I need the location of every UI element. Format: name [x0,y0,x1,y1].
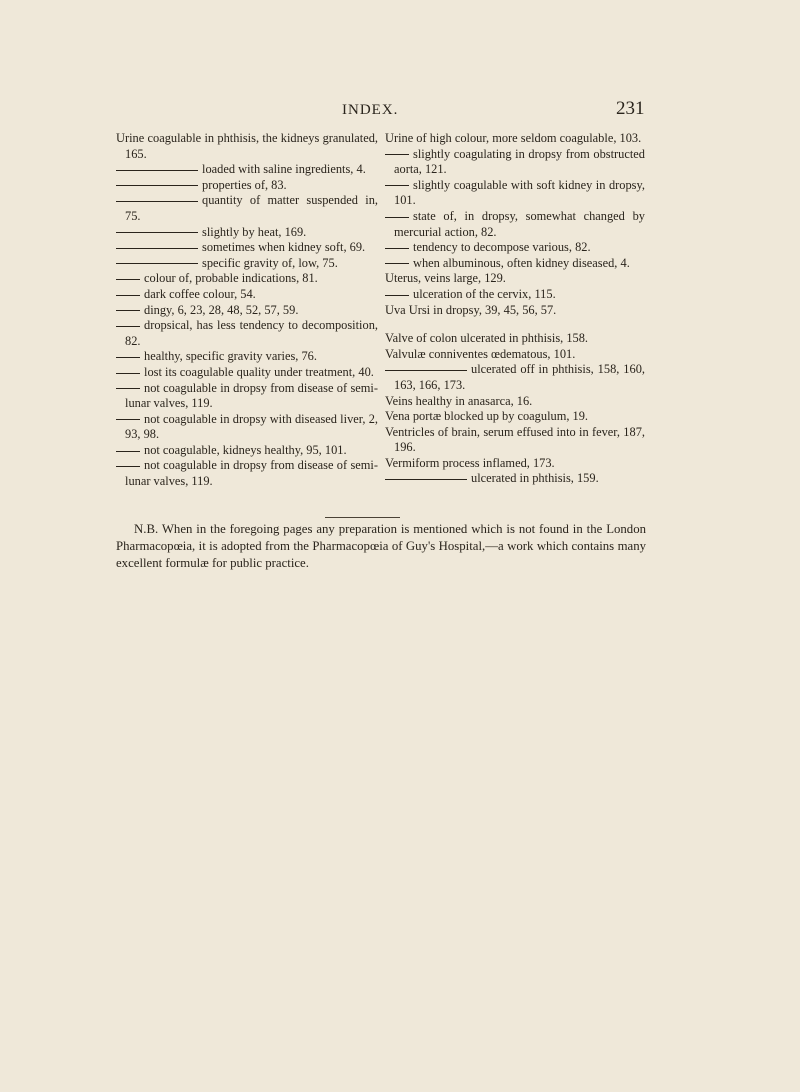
ditto-dash [385,185,409,186]
ditto-dash [116,310,140,311]
index-entry [116,381,378,412]
index-entry [116,131,378,162]
index-entry-text: dark coffee colour, 54. [144,286,256,301]
ditto-dash [116,201,198,202]
ditto-dash [385,154,409,155]
index-entry-text: Urine coagulable in phthisis, the kidneys granulated, 165. [116,131,378,161]
index-entry-text: Veins healthy in anasarca, 16. [385,393,533,408]
index-entry-text: not coagulable in dropsy from disease of semi-lunar valves, 119. [125,380,378,411]
index-entry-text: tendency to decompose various, 82. [413,240,591,255]
index-entry [116,287,378,303]
index-entry [385,240,645,256]
index-entry-text: Vena portæ blocked up by coagulum, 19. [385,409,589,424]
index-entry-text: not coagulable in dropsy from disease of semi-lunar valves, 119. [125,458,378,489]
ditto-dash [385,217,409,218]
ditto-dash [116,295,140,296]
ditto-dash [116,388,140,389]
index-entry-text: lost its coagulable quality under treatment, 40. [144,364,374,379]
index-entry [385,409,645,425]
index-entry-text: quantity of matter suspended in, 75. [125,193,378,223]
index-entry-text: dingy, 6, 23, 28, 48, 52, 57, 59. [144,302,299,317]
ditto-dash [116,232,198,233]
index-entry-text: slightly by heat, 169. [202,224,307,239]
index-entry-text: properties of, 83. [202,177,287,192]
index-entry [116,349,378,365]
index-entry [385,147,645,178]
index-entry-text: slightly coagulating in dropsy from obstructed aorta, 121. [394,146,645,177]
ditto-dash [116,248,198,249]
index-entry [385,456,645,472]
index-entry [385,425,645,456]
ditto-dash [116,466,140,467]
index-entry-text: Valve of colon ulcerated in phthisis, 158. [385,331,589,346]
ditto-dash [385,295,409,296]
index-entry [385,209,645,240]
ditto-dash [116,357,140,358]
index-entry [385,394,645,410]
index-entry-text: Vermiform process inflamed, 173. [385,455,555,470]
index-entry-text: loaded with saline ingredients, 4. [202,162,366,177]
index-entry [385,362,645,393]
ditto-dash [116,279,140,280]
index-entry-text: Ventricles of brain, serum effused into in fever, 187, 196. [385,424,645,455]
index-entry-text: Uva Ursi in dropsy, 39, 45, 56, 57. [385,302,557,317]
ditto-dash [385,263,409,264]
index-entry [116,193,378,224]
index-entry-text: dropsical, has less tendency to decomposition, 82. [125,318,378,348]
index-entry-text: ulcerated off in phthisis, 158, 160, 163, 166, 173. [394,362,645,392]
index-entry [385,271,645,287]
index-entry-text: state of, in dropsy, somewhat changed by mercurial action, 82. [394,208,645,239]
ditto-dash [385,248,409,249]
index-entry [385,471,645,487]
index-entry-text: sometimes when kidney soft, 69. [202,240,366,255]
index-entry [116,256,378,272]
index-entry-text: specific gravity of, low, 75. [202,255,338,270]
ditto-dash [385,479,467,480]
index-entry [385,347,645,363]
index-entry-text: healthy, specific gravity varies, 76. [144,349,317,364]
index-entry [116,225,378,241]
index-entry-text: Valvulæ conniventes œdematous, 101. [385,346,576,361]
ditto-dash [116,263,198,264]
ditto-dash [385,370,467,371]
index-column-left [116,131,378,490]
index-entry [116,162,378,178]
index-entry [385,178,645,209]
index-entry [116,303,378,319]
index-entry-text: not coagulable in dropsy with diseased liver, 2, 93, 98. [125,411,378,442]
index-entry [116,318,378,349]
page-number: 231 [616,98,645,119]
index-entry-text: ulceration of the cervix, 115. [413,286,556,301]
footnote: N.B. When in the foregoing pages any preparation is mentioned which is not found in the London Pharmacopœia, it is adopted from the Pharmacopœia of Guy's Hospital,—a work which contains many excellent formulæ for public practice. [116,522,646,570]
index-entry [116,443,378,459]
index-entry-text: Urine of high colour, more seldom coagulable, 103. [385,131,642,145]
index-entry-text: ulcerated in phthisis, 159. [471,471,599,486]
index-entry-text: not coagulable, kidneys healthy, 95, 101. [144,442,347,457]
running-title: INDEX. [342,102,399,118]
index-entry-text: colour of, probable indications, 81. [144,271,318,286]
index-entry-text: when albuminous, often kidney diseased, 4. [413,255,630,270]
ditto-dash [116,419,140,420]
running-head [0,98,800,126]
index-column-right [385,131,645,487]
ditto-dash [116,170,198,171]
index-entry [385,303,645,319]
ditto-dash [116,185,198,186]
index-entry [385,331,645,347]
index-entry [116,178,378,194]
ditto-dash [116,326,140,327]
index-entry [116,365,378,381]
index-entry [385,287,645,303]
index-entry [116,412,378,443]
index-entry [385,131,645,147]
ditto-dash [116,451,140,452]
index-entry-text: slightly coagulable with soft kidney in dropsy, 101. [394,177,645,208]
ditto-dash [116,373,140,374]
index-entry [116,271,378,287]
section-divider [325,517,400,518]
index-entry [385,256,645,272]
index-entry [116,458,378,489]
index-entry-text: Uterus, veins large, 129. [385,271,506,286]
index-entry [116,240,378,256]
